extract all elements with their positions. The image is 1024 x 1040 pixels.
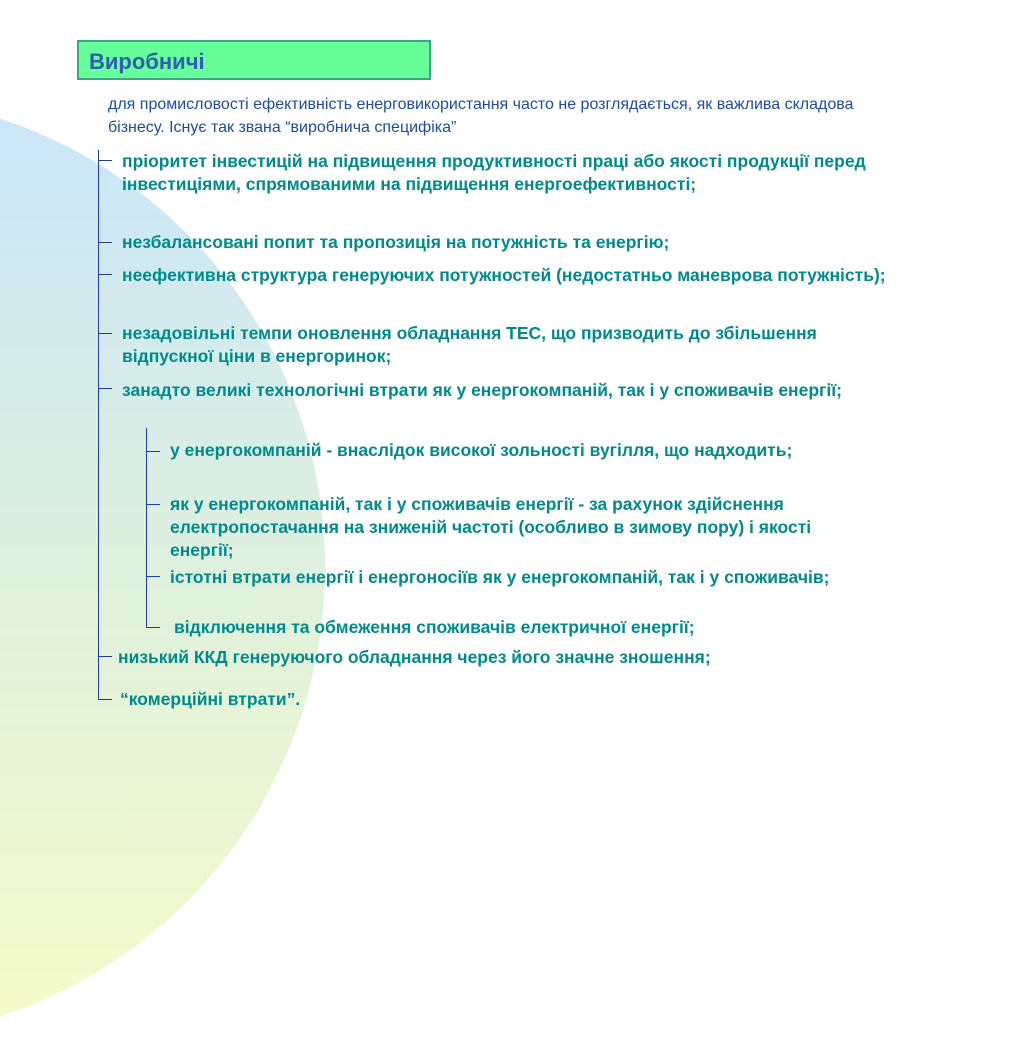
- page-title: Виробничі: [89, 49, 205, 74]
- tree-line-sub: [146, 428, 147, 628]
- sub-list-item: у енергокомпаній - внаслідок високої зольності вугілля, що надходить;: [170, 440, 793, 460]
- list-item: “комерційні втрати”.: [120, 689, 301, 709]
- tree-tick: [146, 627, 160, 628]
- list-item: незбалансовані попит та пропозиція на потужність та енергію;: [122, 232, 670, 252]
- tree-tick: [146, 504, 160, 505]
- tree-tick: [98, 656, 112, 657]
- list-item: пріоритет інвестицій на підвищення продуктивності праці або якості продукції перед інвестиціями, спрямованими на підвищення енергоефективності;: [122, 151, 866, 194]
- sub-list-item: відключення та обмеження споживачів електричної енергії;: [174, 617, 695, 637]
- list-item: занадто великі технологічні втрати як у енергокомпаній, так і у споживачів енергії;: [122, 380, 842, 400]
- list-item: низький ККД генеруючого обладнання через його значне зношення;: [118, 647, 711, 667]
- tree-line-main: [98, 150, 99, 700]
- list-item: незадовільні темпи оновлення обладнання ТЕС, що призводить до збільшення відпускної ціни в енергоринок;: [122, 323, 817, 366]
- list-item: неефективна структура генеруючих потужностей (недостатньо маневрова потужність);: [122, 265, 886, 285]
- tree-tick: [98, 242, 112, 243]
- tree-tick: [146, 576, 160, 577]
- tree-tick: [98, 333, 112, 334]
- tree-tick: [98, 160, 112, 161]
- tree-tick: [146, 451, 160, 452]
- tree-tick: [98, 388, 112, 389]
- intro-text: для промисловості ефективність енерговикористання часто не розглядається, як важлива складова бізнесу. Існує так звана “виробнича специфіка”: [108, 96, 854, 136]
- sub-list-item: істотні втрати енергії і енергоносіїв як у енергокомпаній, так і у споживачів;: [170, 567, 830, 587]
- tree-tick: [98, 699, 112, 700]
- title-box: [77, 40, 431, 80]
- tree-tick: [98, 274, 112, 275]
- sub-list-item: як у енергокомпаній, так і у споживачів енергії - за рахунок здійснення електропостачання на зниженій частоті (особливо в зимову пору) і якості енергії;: [170, 494, 812, 560]
